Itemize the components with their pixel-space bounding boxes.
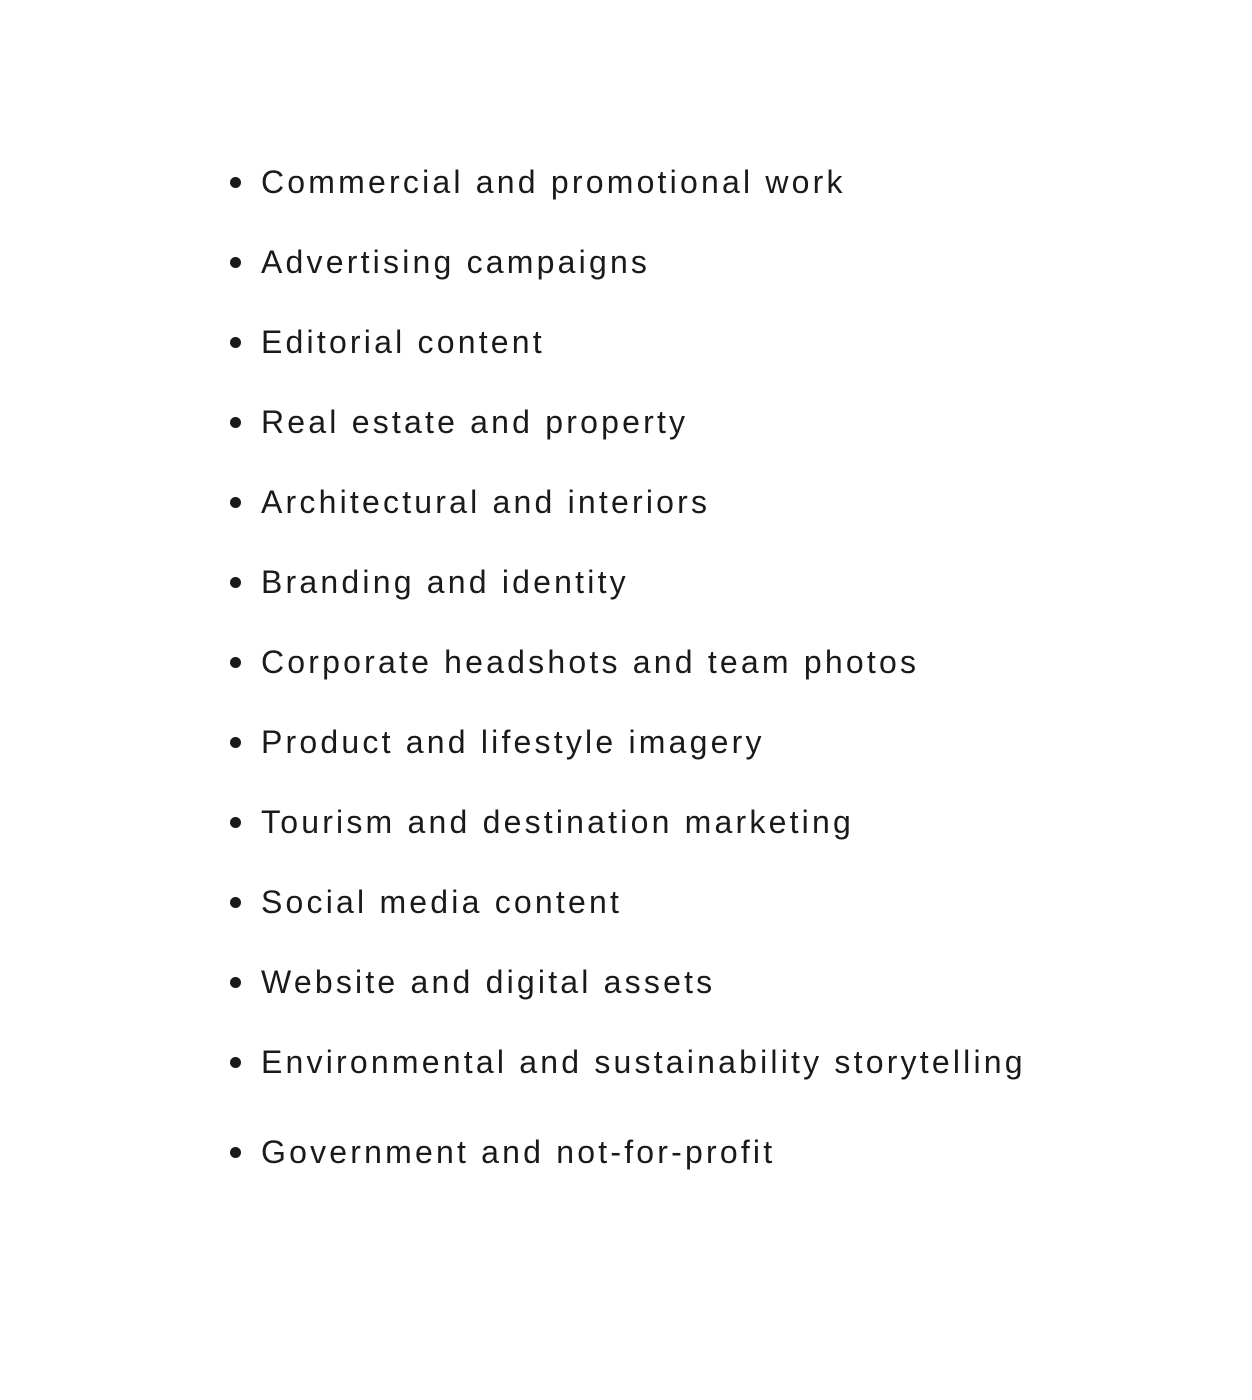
- service-label: Government and not-for-profit: [261, 1134, 776, 1170]
- bullet-icon: [230, 1057, 241, 1068]
- list-item: [230, 558, 1026, 638]
- bullet-icon: [230, 817, 241, 828]
- service-label: Branding and identity: [261, 564, 629, 600]
- service-label: Social media content: [261, 884, 623, 920]
- list-item: [230, 878, 1026, 958]
- list-item: [230, 398, 1026, 478]
- bullet-icon: [230, 417, 241, 428]
- service-label: Tourism and destination marketing: [261, 804, 854, 840]
- list-item: [230, 158, 1026, 238]
- list-item: [230, 478, 1026, 558]
- bullet-icon: [230, 977, 241, 988]
- list-item: [230, 718, 1026, 798]
- bullet-icon: [230, 337, 241, 348]
- service-label: Environmental and sustainability storytelling: [261, 1044, 1026, 1080]
- list-item: [230, 1038, 1026, 1128]
- bullet-icon: [230, 1147, 241, 1158]
- service-label: Advertising campaigns: [261, 244, 651, 280]
- bullet-icon: [230, 257, 241, 268]
- service-label: Real estate and property: [261, 404, 689, 440]
- list-item: [230, 638, 1026, 718]
- list-item: [230, 798, 1026, 878]
- bullet-icon: [230, 657, 241, 668]
- list-item: [230, 1128, 1026, 1208]
- bullet-icon: [230, 737, 241, 748]
- list-item: [230, 238, 1026, 318]
- service-label: Corporate headshots and team photos: [261, 644, 920, 680]
- service-label: Editorial content: [261, 324, 545, 360]
- service-label: Architectural and interiors: [261, 484, 711, 520]
- list-item: [230, 958, 1026, 1038]
- bullet-icon: [230, 177, 241, 188]
- services-list: [230, 158, 1026, 1208]
- service-label: Website and digital assets: [261, 964, 716, 1000]
- bullet-icon: [230, 897, 241, 908]
- bullet-icon: [230, 497, 241, 508]
- service-label: Commercial and promotional work: [261, 164, 846, 200]
- service-label: Product and lifestyle imagery: [261, 724, 765, 760]
- list-item: [230, 318, 1026, 398]
- bullet-icon: [230, 577, 241, 588]
